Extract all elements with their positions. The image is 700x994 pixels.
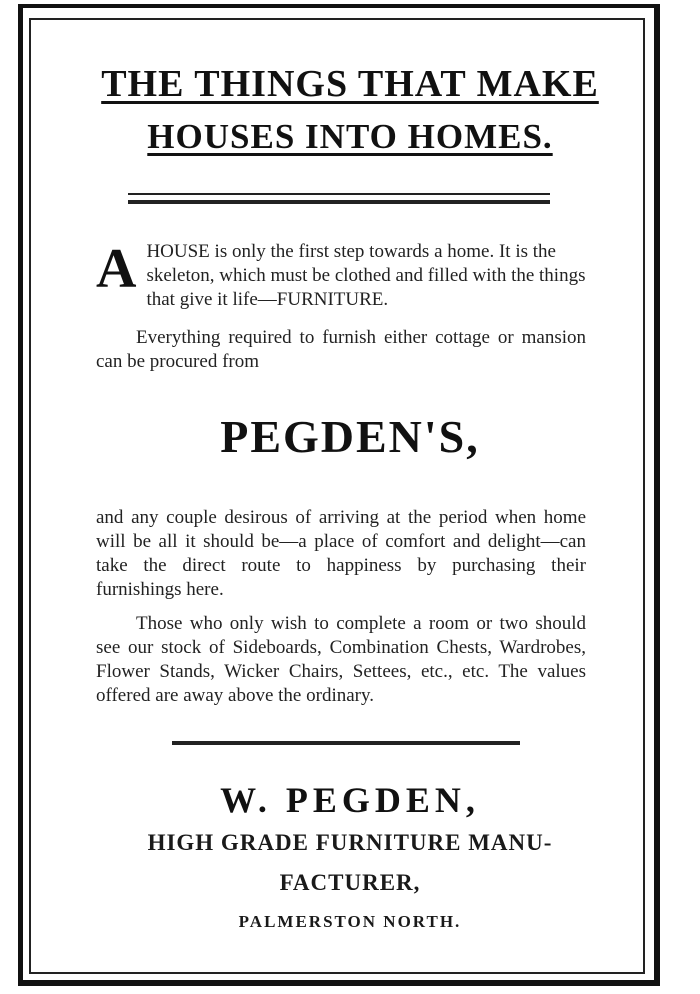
brand-name: PEGDEN'S, bbox=[220, 411, 480, 462]
signature-name: W. PEGDEN, bbox=[220, 780, 480, 820]
divider-rule-thin bbox=[128, 193, 550, 195]
signature-title-line-1: HIGH GRADE FURNITURE MANU- bbox=[147, 830, 553, 855]
signature-divider bbox=[172, 741, 520, 745]
paragraph-procure: Everything required to furnish either cottage or mansion can be procured from bbox=[96, 327, 586, 372]
signature-title-line-2: FACTURER, bbox=[279, 870, 421, 895]
drop-cap: A bbox=[96, 238, 137, 300]
headline-line-2: HOUSES INTO HOMES. bbox=[147, 117, 553, 156]
headline-line-1: THE THINGS THAT MAKE bbox=[101, 63, 599, 105]
intro-text: HOUSE is only the first step towards a home. It is the skeleton, which must be clothed and filled with the things that give it life—FURNITURE. bbox=[146, 241, 586, 310]
paragraph-couples: and any couple desirous of arriving at the period when home will be all it should be—a place of comfort and delight—can take the direct route to happiness by purchasing their furnishings here. bbox=[96, 507, 586, 600]
signature-place: PALMERSTON NORTH. bbox=[238, 912, 462, 931]
paragraph-stock: Those who only wish to complete a room or two should see our stock of Sideboards, Combination Chests, Wardrobes, Flower Stands, Wicker Chairs, Settees, etc., etc. The values offered are away above the ordinary. bbox=[96, 613, 586, 706]
divider-rule-thick bbox=[128, 200, 550, 204]
intro-paragraph bbox=[96, 240, 586, 312]
